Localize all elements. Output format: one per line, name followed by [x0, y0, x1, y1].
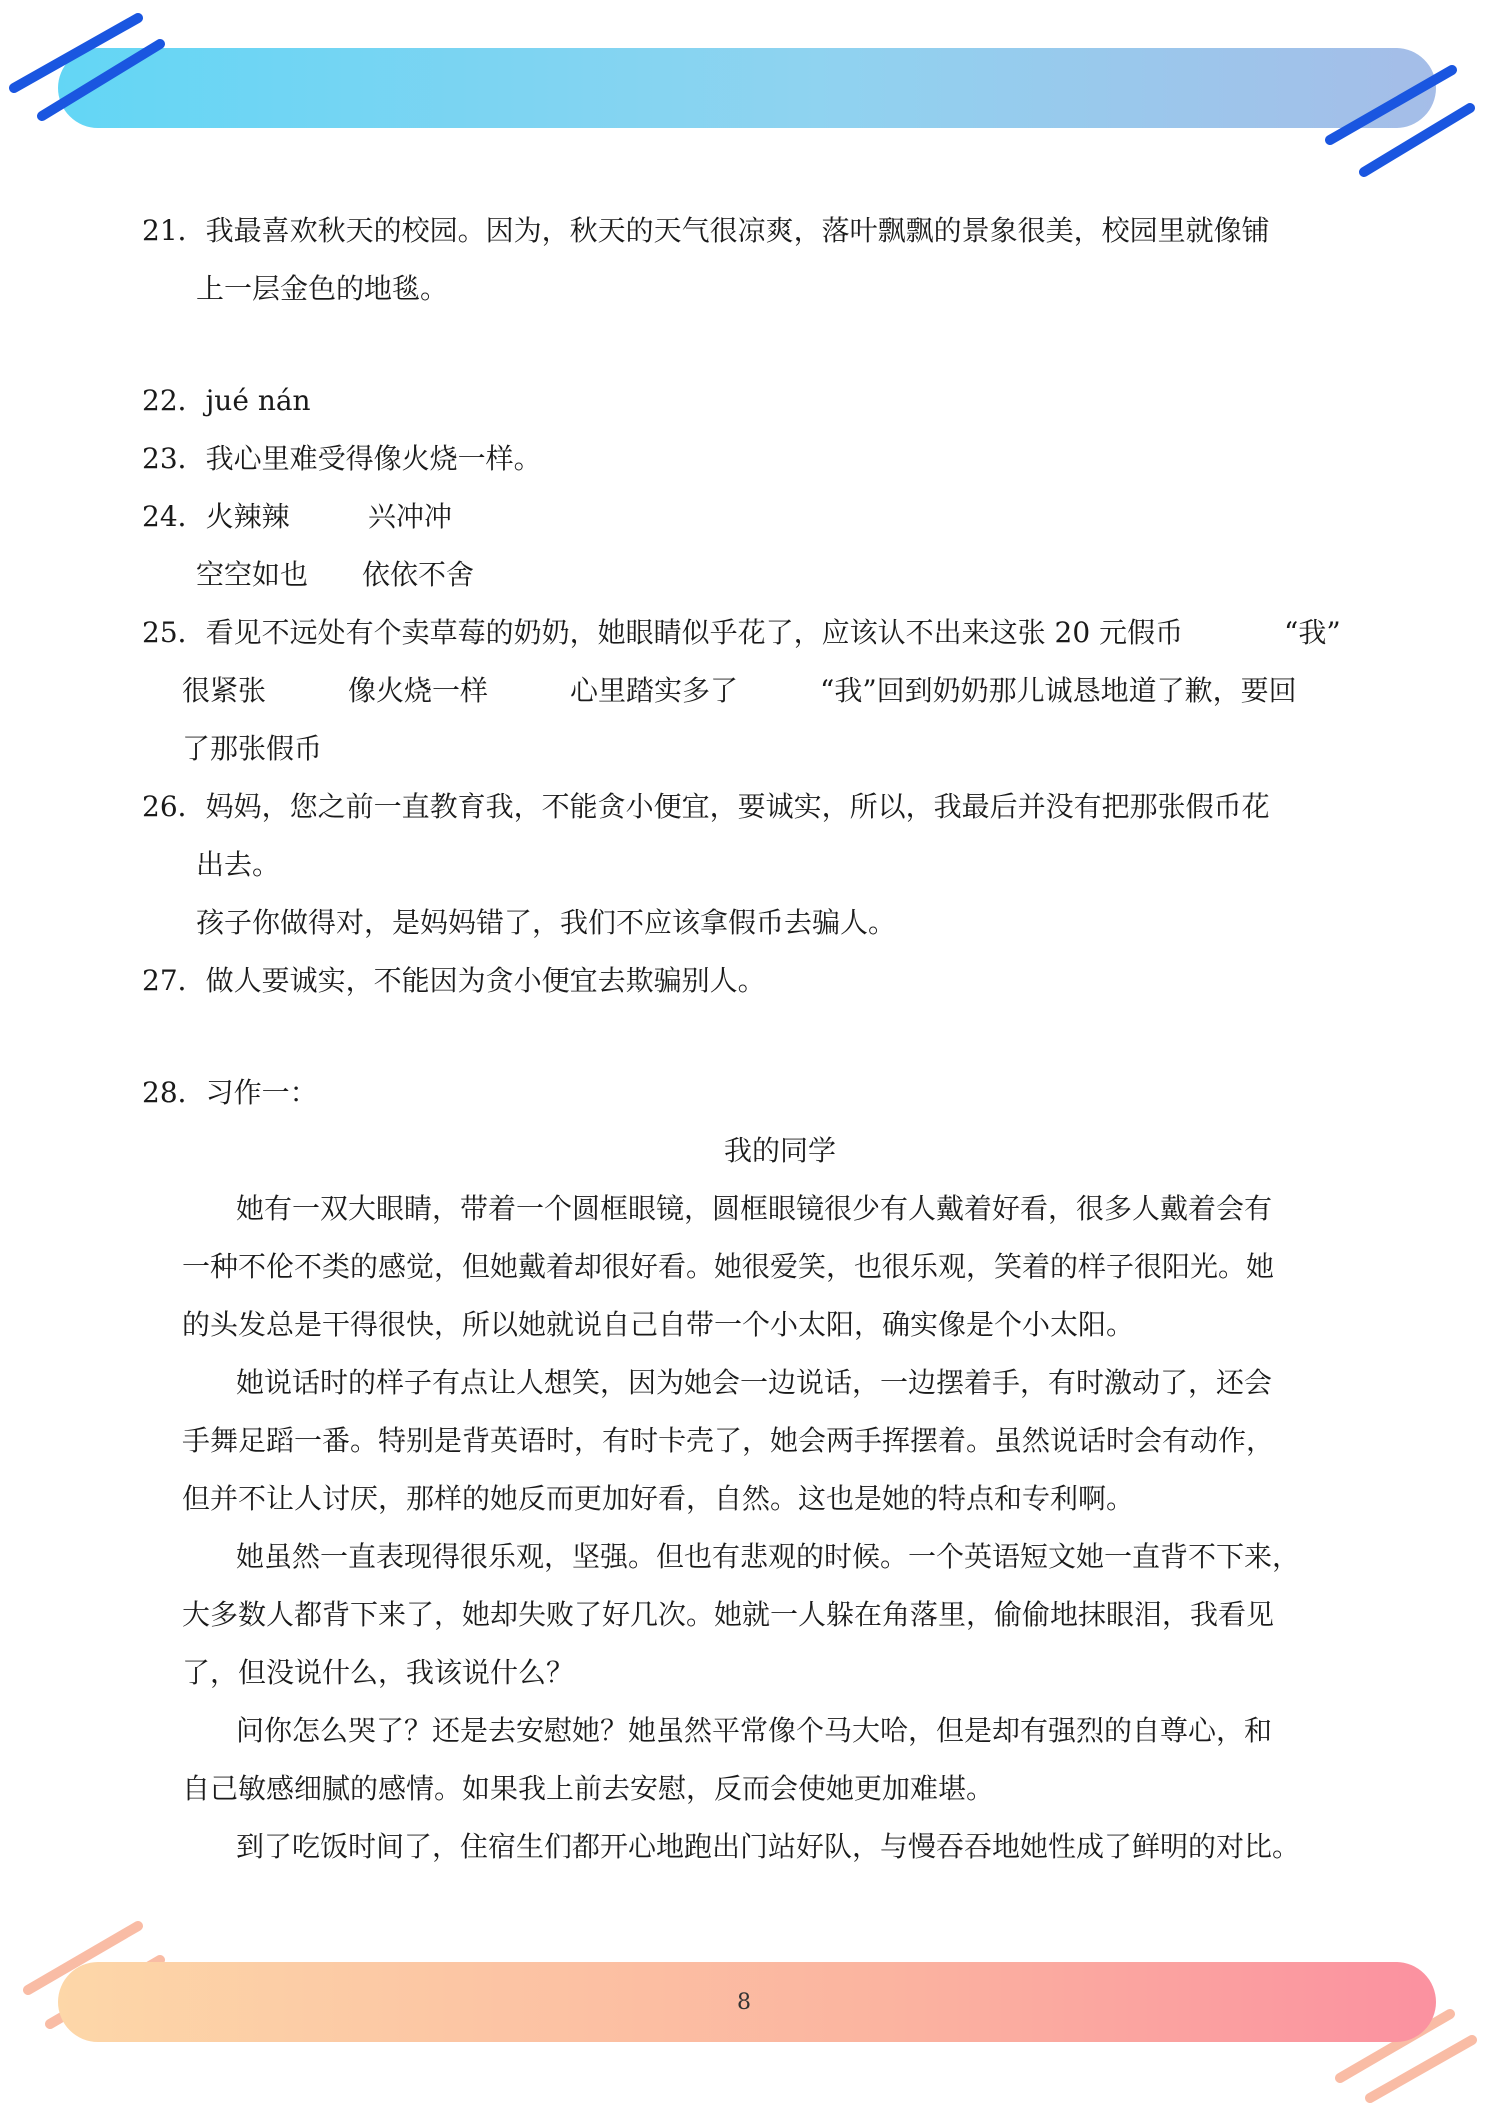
- answer-22: 22．jué nán: [142, 384, 311, 417]
- answer-28-heading: 28．习作一：: [142, 1076, 318, 1109]
- essay-line: 的头发总是干得很快，所以她就说自己自带一个小太阳，确实像是个小太阳。: [182, 1308, 1135, 1341]
- answer-21-line-1: 21．我最喜欢秋天的校园。因为，秋天的天气很凉爽，落叶飘飘的景象很美，校园里就像铺: [142, 214, 1270, 247]
- essay-title: 我的同学: [723, 1134, 836, 1167]
- answer-24-item-4: 依依不舍: [362, 558, 475, 591]
- answer-25-item-1: 很紧张: [182, 674, 267, 707]
- top-right-stripes-icon: [1330, 70, 1470, 172]
- answer-27: 27．做人要诚实，不能因为贪小便宜去欺骗别人。: [142, 964, 766, 997]
- answer-24-item-1: 24．火辣辣: [142, 500, 290, 533]
- answer-25-line-1: 25．看见不远处有个卖草莓的奶奶，她眼睛似乎花了，应该认不出来这张 20 元假币: [142, 616, 1184, 649]
- answer-25-item-3: 心里踏实多了: [570, 674, 739, 707]
- answer-25-line-1-end: “我”: [1284, 616, 1341, 649]
- essay-line: 到了吃饭时间了，住宿生们都开心地跑出门站好队，与慢吞吞地她性成了鲜明的对比。: [236, 1830, 1301, 1863]
- answer-24-item-2: 兴冲冲: [368, 500, 453, 533]
- answer-25-line-3: 了那张假币: [182, 732, 323, 765]
- essay-line: 问你怎么哭了？还是去安慰她？她虽然平常像个马大哈，但是却有强烈的自尊心，和: [236, 1714, 1273, 1747]
- page-number: 8: [737, 1990, 751, 2015]
- essay-line: 她有一双大眼睛，带着一个圆框眼镜，圆框眼镜很少有人戴着好看，很多人戴着会有: [236, 1192, 1273, 1225]
- essay-line: 大多数人都背下来了，她却失败了好几次。她就一人躲在角落里，偷偷地抹眼泪，我看见: [182, 1598, 1275, 1631]
- answer-25-item-2: 像火烧一样: [348, 674, 489, 707]
- essay-line: 她虽然一直表现得很乐观，坚强。但也有悲观的时候。一个英语短文她一直背不下来，: [236, 1540, 1301, 1573]
- answer-23: 23．我心里难受得像火烧一样。: [142, 442, 542, 475]
- answer-26-line-3: 孩子你做得对，是妈妈错了，我们不应该拿假币去骗人。: [196, 906, 897, 939]
- answer-25-item-4: “我”回到奶奶那儿诚恳地道了歉，要回: [820, 674, 1297, 707]
- essay-line: 她说话时的样子有点让人想笑，因为她会一边说话，一边摆着手，有时激动了，还会: [236, 1366, 1273, 1399]
- top-left-stripes-icon: [14, 18, 160, 116]
- essay-line: 手舞足蹈一番。特别是背英语时，有时卡壳了，她会两手挥摆着。虽然说话时会有动作，: [182, 1424, 1275, 1457]
- essay-line: 了，但没说什么，我该说什么？: [182, 1656, 575, 1689]
- answer-26-line-2: 出去。: [196, 848, 281, 881]
- answer-21-line-2: 上一层金色的地毯。: [196, 272, 449, 305]
- essay-line: 一种不伦不类的感觉，但她戴着却很好看。她很爱笑，也很乐观，笑着的样子很阳光。她: [182, 1250, 1275, 1283]
- essay-line: 但并不让人讨厌，那样的她反而更加好看，自然。这也是她的特点和专利啊。: [182, 1482, 1135, 1515]
- answer-24-item-3: 空空如也: [196, 558, 309, 591]
- answer-26-line-1: 26．妈妈，您之前一直教育我，不能贪小便宜，要诚实，所以，我最后并没有把那张假币花: [142, 790, 1270, 823]
- essay-line: 自己敏感细腻的感情。如果我上前去安慰，反而会使她更加难堪。: [182, 1772, 995, 1805]
